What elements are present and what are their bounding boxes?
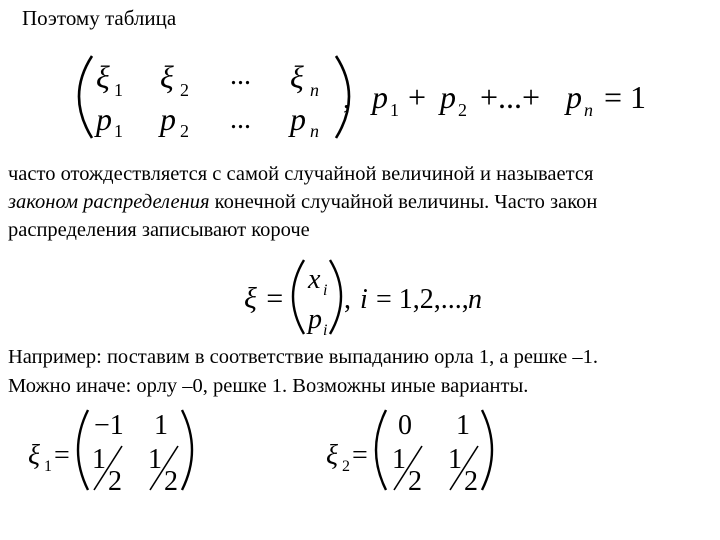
eq4-lhs: ξ xyxy=(326,440,338,471)
paragraph-1-line-2-rest: конечной случайной величины. Часто закон xyxy=(209,191,598,213)
eq4-frac1-den: 2 xyxy=(408,466,422,497)
matrix1-xi1: ξ xyxy=(96,59,110,95)
eq3-lhs-sub: 1 xyxy=(44,458,52,475)
matrix1-p1: p xyxy=(96,101,112,137)
eq3-left-paren xyxy=(78,410,88,490)
eq4-top-2: 1 xyxy=(456,410,470,441)
matrix1-xin: ξ xyxy=(290,59,304,95)
matrix1-p2: p xyxy=(160,101,176,137)
eq1-pn-sub: n xyxy=(584,100,593,120)
eq2-lhs: ξ = xyxy=(244,282,285,315)
eq2-comma: , xyxy=(344,284,351,315)
eq3-top-1: −1 xyxy=(94,410,124,441)
eq2-top: x xyxy=(308,264,321,295)
matrix1-p2-sub: 2 xyxy=(180,121,189,141)
eq4-frac2-den: 2 xyxy=(464,466,478,497)
eq2-right-paren xyxy=(330,260,341,334)
eq3-frac2-num: 1 xyxy=(148,444,162,475)
eq1-equals-one: = 1 xyxy=(604,79,647,115)
eq2-left-paren xyxy=(293,260,304,334)
paragraph-1-line-3: распределения записывают короче xyxy=(8,219,310,241)
matrix1-top-dots: ... xyxy=(230,60,251,91)
eq3-frac2-den: 2 xyxy=(164,466,178,497)
eq3-frac1-den: 2 xyxy=(108,466,122,497)
eq1-p1: p xyxy=(372,79,388,115)
eq1-plus-dots: +...+ xyxy=(480,79,541,115)
paragraph-1-line-2 xyxy=(8,188,597,216)
eq4-left-paren xyxy=(376,410,386,490)
eq2-bottom: p xyxy=(308,304,322,335)
eq2-i: i xyxy=(360,284,368,315)
matrix1-pn: p xyxy=(290,101,306,137)
eq2-rhs-rest: = 1,2,..., xyxy=(376,284,469,315)
paragraph-2-line-2: Можно иначе: орлу –0, решке 1. Возможны иные варианты. xyxy=(8,375,529,397)
eq4-eq: = xyxy=(352,440,368,471)
eq4-frac1-num: 1 xyxy=(392,444,406,475)
matrix1-xi2: ξ xyxy=(160,59,174,95)
eq3-right-paren xyxy=(182,410,192,490)
eq4-top-1: 0 xyxy=(398,410,412,441)
eq4-frac2-num: 1 xyxy=(448,444,462,475)
matrix1-xin-sub: n xyxy=(310,80,319,100)
eq2-n: n xyxy=(468,284,482,315)
matrix1-pn-sub: n xyxy=(310,121,319,141)
eq4-right-paren xyxy=(482,410,492,490)
matrix1-xi1-sub: 1 xyxy=(114,80,123,100)
eq2-top-sub: i xyxy=(323,282,328,299)
matrix1-left-paren xyxy=(79,56,92,138)
matrix1-p1-sub: 1 xyxy=(114,121,123,141)
eq1-p2: p xyxy=(440,79,456,115)
heading: Поэтому таблица xyxy=(22,6,177,30)
eq1-p2-sub: 2 xyxy=(458,100,467,120)
eq1-comma: , xyxy=(343,82,351,115)
eq4-lhs-sub: 2 xyxy=(342,458,350,475)
eq3-frac1-num: 1 xyxy=(92,444,106,475)
eq3-eq: = xyxy=(54,440,70,471)
paragraph-1-line-1: часто отождествляется с самой случайной величиной и называется xyxy=(8,163,594,185)
eq1-plus1: + xyxy=(408,79,427,115)
eq1-p1-sub: 1 xyxy=(390,100,399,120)
matrix1-bottom-dots: ... xyxy=(230,104,251,135)
eq2-bottom-sub: i xyxy=(323,322,328,339)
eq3-lhs: ξ xyxy=(28,440,40,471)
eq3-top-2: 1 xyxy=(154,410,168,441)
matrix1-xi2-sub: 2 xyxy=(180,80,189,100)
paragraph-2-line-1: Например: поставим в соответствие выпаданию орла 1, а решке –1. xyxy=(8,346,599,368)
term-distribution-law: законом распределения xyxy=(8,191,210,213)
eq1-pn: p xyxy=(566,79,582,115)
